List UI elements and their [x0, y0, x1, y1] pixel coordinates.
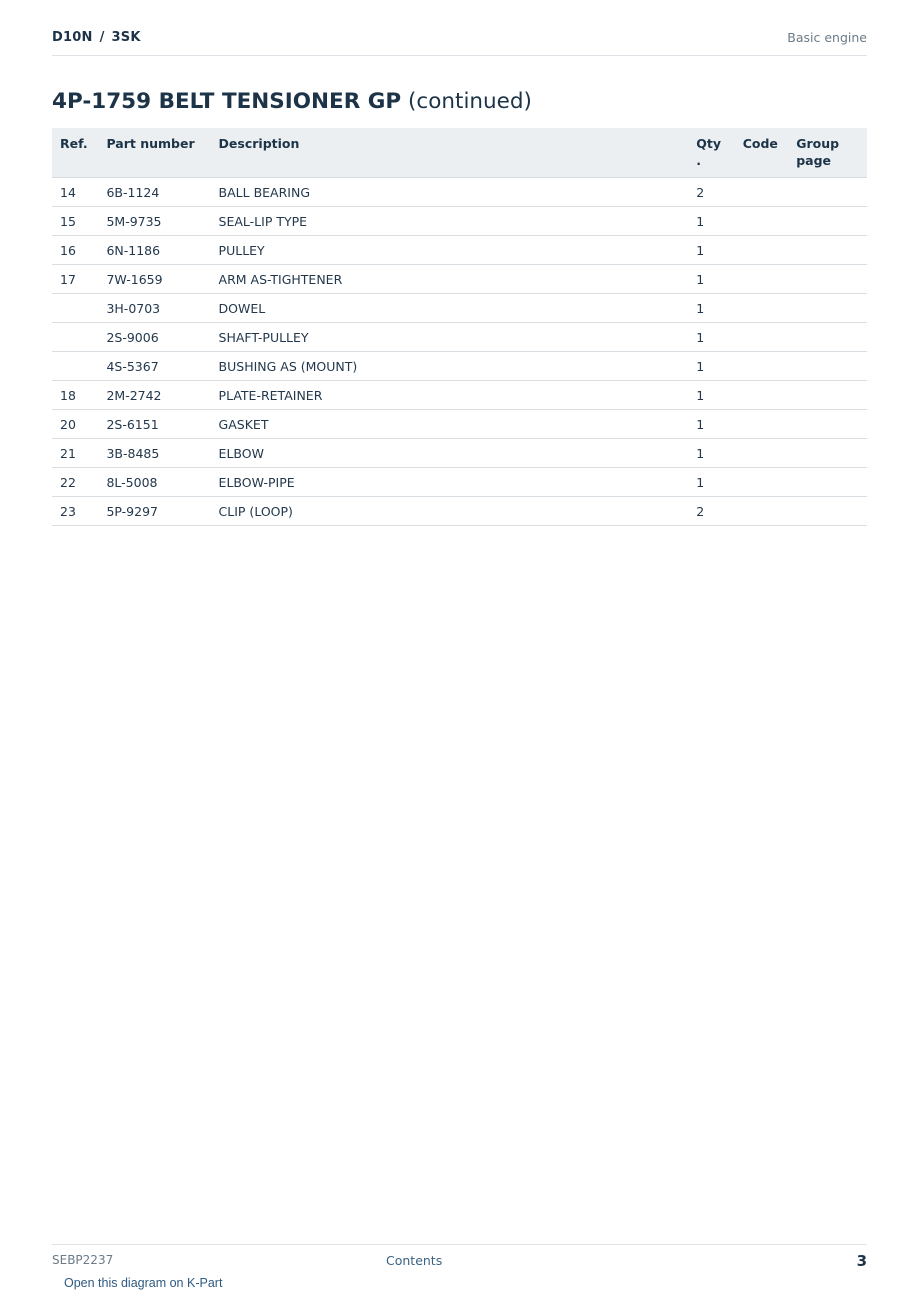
- table-row: [52, 294, 867, 323]
- document-code: SEBP2237: [52, 1253, 114, 1267]
- cell-part-number: 7W-1659: [98, 265, 210, 294]
- cell-qty: 1: [688, 468, 734, 497]
- header-code: Code: [735, 128, 789, 178]
- cell-group-page: [788, 207, 867, 236]
- cell-description: ARM AS-TIGHTENER: [211, 265, 689, 294]
- table-row: [52, 323, 867, 352]
- page-number: 3: [856, 1252, 867, 1270]
- table-row: [52, 265, 867, 294]
- cell-description: ELBOW: [211, 439, 689, 468]
- cell-code: [735, 178, 789, 207]
- table-row: [52, 468, 867, 497]
- cell-group-page: [788, 410, 867, 439]
- cell-code: [735, 323, 789, 352]
- breadcrumb: [52, 30, 141, 45]
- cell-qty: 1: [688, 294, 734, 323]
- cell-ref: 17: [52, 265, 98, 294]
- cell-qty: 1: [688, 323, 734, 352]
- cell-part-number: 2S-9006: [98, 323, 210, 352]
- header-group-page: [788, 128, 867, 178]
- open-in-kpart-link[interactable]: Open this diagram on K-Part: [64, 1276, 223, 1290]
- table-row: [52, 439, 867, 468]
- cell-group-page: [788, 265, 867, 294]
- cell-code: [735, 439, 789, 468]
- cell-qty: 1: [688, 381, 734, 410]
- cell-part-number: 2M-2742: [98, 381, 210, 410]
- serial-prefix-label: 3SK: [111, 30, 141, 45]
- cell-qty: 1: [688, 207, 734, 236]
- cell-code: [735, 410, 789, 439]
- header-qty: [688, 128, 734, 178]
- cell-code: [735, 468, 789, 497]
- cell-description: GASKET: [211, 410, 689, 439]
- breadcrumb-separator: /: [99, 30, 105, 45]
- cell-qty: 2: [688, 497, 734, 526]
- cell-part-number: 2S-6151: [98, 410, 210, 439]
- cell-part-number: 4S-5367: [98, 352, 210, 381]
- cell-qty: 2: [688, 178, 734, 207]
- header-group-line1: Group: [796, 136, 840, 151]
- cell-description: BUSHING AS (MOUNT): [211, 352, 689, 381]
- cell-description: PLATE-RETAINER: [211, 381, 689, 410]
- cell-description: ELBOW-PIPE: [211, 468, 689, 497]
- header-part-number: Part number: [98, 128, 210, 178]
- table-row: [52, 236, 867, 265]
- cell-group-page: [788, 439, 867, 468]
- cell-part-number: 3B-8485: [98, 439, 210, 468]
- title-main: 4P-1759 BELT TENSIONER GP: [52, 89, 402, 114]
- cell-code: [735, 497, 789, 526]
- header-ref: Ref.: [52, 128, 98, 178]
- cell-group-page: [788, 294, 867, 323]
- cell-code: [735, 236, 789, 265]
- cell-part-number: 8L-5008: [98, 468, 210, 497]
- cell-part-number: 6N-1186: [98, 236, 210, 265]
- cell-description: SEAL-LIP TYPE: [211, 207, 689, 236]
- table-row: [52, 410, 867, 439]
- cell-code: [735, 294, 789, 323]
- table-row: [52, 497, 867, 526]
- header-row: [52, 128, 867, 178]
- header-qty-line2: .: [696, 153, 701, 168]
- cell-ref: 23: [52, 497, 98, 526]
- cell-qty: 1: [688, 265, 734, 294]
- parts-table-header: [52, 128, 867, 178]
- cell-group-page: [788, 178, 867, 207]
- cell-ref: 22: [52, 468, 98, 497]
- cell-part-number: 3H-0703: [98, 294, 210, 323]
- header-description: Description: [211, 128, 689, 178]
- cell-ref: 21: [52, 439, 98, 468]
- parts-table-body: [52, 178, 867, 526]
- cell-ref: 18: [52, 381, 98, 410]
- cell-ref: 16: [52, 236, 98, 265]
- cell-group-page: [788, 323, 867, 352]
- contents-link[interactable]: Contents: [386, 1253, 443, 1268]
- model-label: D10N: [52, 30, 93, 45]
- cell-description: BALL BEARING: [211, 178, 689, 207]
- cell-code: [735, 352, 789, 381]
- cell-qty: 1: [688, 410, 734, 439]
- cell-group-page: [788, 236, 867, 265]
- cell-code: [735, 381, 789, 410]
- table-row: [52, 352, 867, 381]
- cell-ref: [52, 352, 98, 381]
- cell-part-number: 5M-9735: [98, 207, 210, 236]
- cell-ref: 14: [52, 178, 98, 207]
- cell-ref: [52, 294, 98, 323]
- page-header: [52, 22, 867, 56]
- cell-group-page: [788, 468, 867, 497]
- cell-description: CLIP (LOOP): [211, 497, 689, 526]
- page-title: [52, 89, 532, 114]
- section-label: Basic engine: [787, 30, 867, 45]
- cell-part-number: 6B-1124: [98, 178, 210, 207]
- cell-description: DOWEL: [211, 294, 689, 323]
- cell-group-page: [788, 381, 867, 410]
- cell-part-number: 5P-9297: [98, 497, 210, 526]
- header-qty-line1: Qty: [696, 136, 721, 151]
- parts-table: [52, 128, 867, 526]
- table-row: [52, 178, 867, 207]
- cell-code: [735, 207, 789, 236]
- table-row: [52, 381, 867, 410]
- page-footer: [52, 1244, 867, 1301]
- cell-qty: 1: [688, 352, 734, 381]
- title-suffix: (continued): [408, 89, 532, 114]
- cell-group-page: [788, 497, 867, 526]
- table-row: [52, 207, 867, 236]
- cell-qty: 1: [688, 439, 734, 468]
- cell-group-page: [788, 352, 867, 381]
- cell-code: [735, 265, 789, 294]
- cell-description: PULLEY: [211, 236, 689, 265]
- cell-description: SHAFT-PULLEY: [211, 323, 689, 352]
- cell-qty: 1: [688, 236, 734, 265]
- cell-ref: [52, 323, 98, 352]
- cell-ref: 15: [52, 207, 98, 236]
- cell-ref: 20: [52, 410, 98, 439]
- header-group-line2: page: [796, 153, 832, 168]
